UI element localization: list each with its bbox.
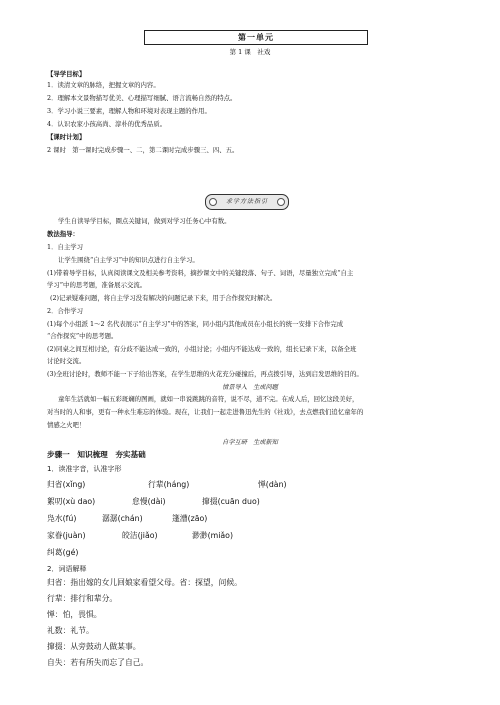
objective-item: 1．读清文章的脉络，把握文章的内容。 (47, 81, 160, 89)
coop-3: (3)全班讨论时，教师不能一下子给出答案，在学生思维的火花充分碰撞后，再点拨引导，达到启发思维的目的。 (47, 370, 363, 378)
vocab-item: 惮(dàn) (258, 480, 287, 489)
plan-text: 2 课时 第一课时完成步骤一、二，第二课时完成步骤三、四、五。 (47, 146, 239, 154)
objectives-heading: 【导学目标】 (47, 70, 86, 78)
objective-item: 4．认识农家小孩高尚、淳朴的优秀品质。 (47, 120, 167, 128)
scene-heading: 情景导入 生成问题 (222, 384, 278, 391)
explain-item: 礼数：礼节。 (47, 626, 94, 635)
vocab-item: 怠慢(dài) (132, 497, 166, 506)
vocab-item: 渺渺(miǎo) (192, 531, 233, 540)
scene-p3: 情感之火吧！ (47, 421, 86, 429)
coop-2b: 讨论时交流。 (47, 357, 86, 365)
method-banner: 求学方法指引 (205, 194, 289, 210)
step-one-title: 步骤一 知识梳理 夯实基础 (47, 450, 146, 459)
pronunciation-title: 1．读准字音，认准字形 (47, 465, 122, 473)
coop-1b: “合作探究”中的思考题。 (47, 332, 118, 340)
vocab-item: 絮叨(xù dao) (47, 497, 96, 506)
guide-heading: 教法指导： (47, 230, 79, 238)
explain-item: 惮：怕，畏惧。 (47, 610, 102, 619)
explain-item: 行辈：排行和辈分。 (47, 594, 118, 603)
plan-heading: 【课时计划】 (47, 133, 86, 141)
scene-p2: 对当时的人和事，更有一种永生难忘的体验。现在，让我们一起走进鲁迅先生的《社戏》，去点燃我们追忆童年的 (47, 408, 364, 416)
vocab-item: 归省(xǐng) (47, 480, 86, 489)
vocab-item: 潺潺(chán) (102, 514, 143, 523)
self-study-heading: 自学互研 生成新知 (222, 439, 278, 446)
explain-item: 归省：指出嫁的女儿回娘家看望父母。省：探望，问候。 (47, 578, 242, 587)
coop-title: 2．合作学习 (47, 307, 84, 315)
self-study-title: 1．自主学习 (47, 243, 84, 251)
vocab-item: 篷漕(zāo) (172, 514, 208, 523)
explain-item: 撺掇：从旁鼓动人做某事。 (47, 642, 141, 651)
lesson-title: 第 1 课 社戏 (229, 48, 271, 56)
vocab-item: 家眷(juàn) (47, 531, 86, 540)
unit-title: 第一单元 (144, 30, 368, 45)
coop-2a: (2)同桌之间互相讨论，有分歧不能达成一致的，小组讨论；小组内不能达成一致的，组长记录下来，以备全班 (47, 345, 357, 353)
vocab-item: 皎洁(jiǎo) (122, 531, 158, 540)
objective-item: 2．理解本文景物描写优美、心理描写细腻、语言流畅自然的特点。 (47, 94, 237, 102)
self-study-1b: 学习”中的思考题，准备展示交流。 (47, 281, 147, 289)
self-study-lead: 让学生围绕“自主学习”中的知识点进行自主学习。 (58, 256, 199, 264)
coop-1a: (1)每个小组派 1～2 名代表展示“自主学习”中的答案，同小组内其他成员在小组长的统一安排下合作完成 (47, 320, 344, 328)
explain-title: 2．词语解释 (47, 565, 87, 573)
self-study-2: (2)记录疑难问题，将自主学习没有解决的问题记录下来，用于合作探究时解决。 (50, 294, 277, 302)
method-intro: 学生自读导学目标，圈点关键词，做到对学习任务心中有数。 (58, 217, 231, 225)
vocab-item: 撺掇(cuān duo) (202, 497, 260, 506)
vocab-item: 凫水(fú) (47, 514, 77, 523)
vocab-item: 行辈(háng) (148, 480, 190, 489)
objective-item: 3．学习小说三要素，理解人物和环境对表现主题的作用。 (47, 107, 211, 115)
scene-p1: 童年生活就如一幅五彩斑斓的图画，就如一串说跳跳的音符，说不尽，道不完。在成人后，回忆这段美好， (58, 395, 359, 403)
vocab-item: 纠葛(gé) (47, 548, 79, 557)
explain-item: 自失：若有所失而忘了自己。 (47, 658, 149, 667)
self-study-1a: (1)带着导学目标，认真阅读课文及相关参考资料，摘抄课文中的关键段落、句子、词语，尽量独立完成“自主 (47, 269, 354, 277)
